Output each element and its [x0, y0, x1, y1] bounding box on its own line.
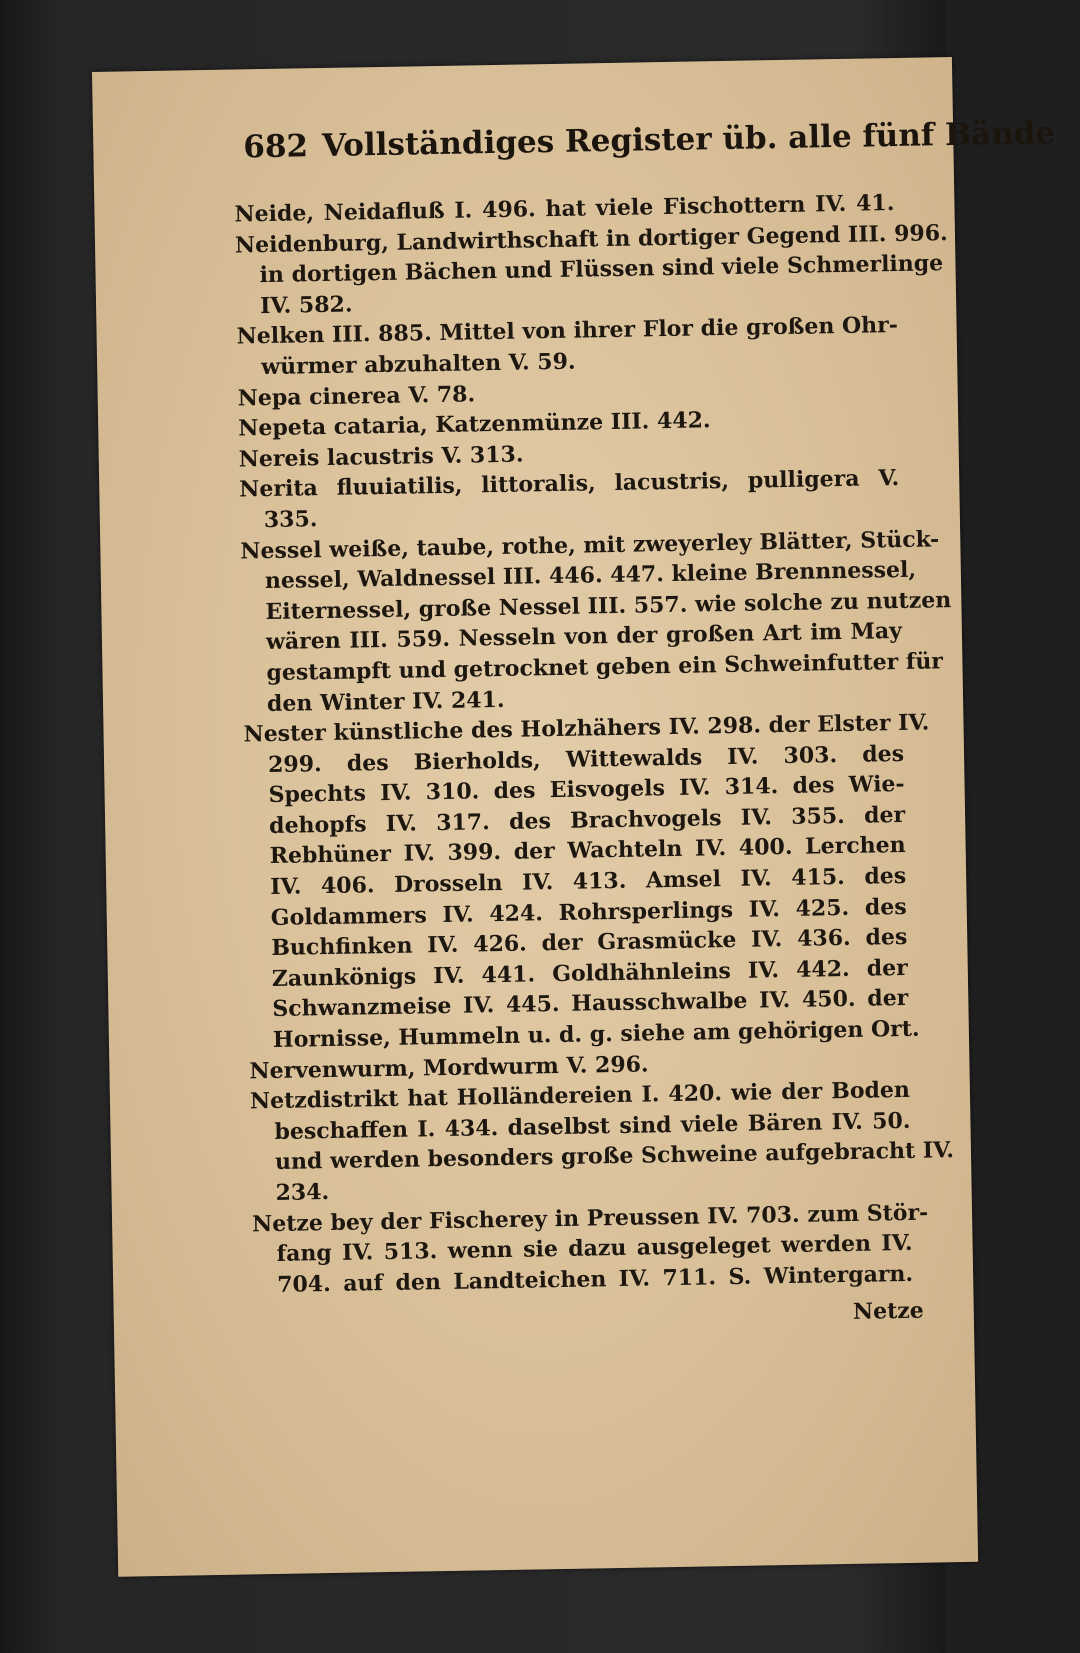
entry-line: IV. 406. Drosseln IV. 413. Amsel IV. 415. des: [270, 862, 907, 901]
entry-line: Zaunkönigs IV. 441. Goldhähnleins IV. 442. der: [271, 954, 908, 992]
entry-line: wären III. 559. Nesseln von der großen Art im May: [265, 618, 903, 656]
entry-line: nessel, Waldnessel III. 446. 447. kleine Brennnessel,: [264, 556, 917, 595]
entry-line: und werden besonders große Schweine aufgebracht IV.: [274, 1137, 955, 1176]
entry-line: Nepeta cataria, Katzenmünze III. 442.: [238, 407, 711, 442]
entry-line: Goldammers IV. 424. Rohrsperlings IV. 425. des: [270, 893, 907, 931]
entry-line: gestampft und getrocknet geben ein Schweinfutter für: [266, 648, 944, 686]
entry-line: würmer abzuhalten V. 59.: [260, 348, 576, 381]
entry-line: Nester künstliche des Holzhähers IV. 298. der Elster IV.: [243, 709, 930, 748]
entry-line: Nessel weiße, taube, rothe, mit zweyerley Blätter, Stück-: [240, 525, 940, 565]
entry-line: 335.: [263, 506, 318, 534]
entry-line: Rebhüner IV. 399. der Wachteln IV. 400. Lerchen: [269, 832, 906, 870]
entry-line: dehopfs IV. 317. des Brachvogels IV. 355. der: [268, 801, 906, 839]
entry-line: Nereis lacustris V. 313.: [238, 441, 524, 473]
page-header: [243, 115, 1056, 166]
entry-line: 234.: [275, 1179, 330, 1206]
page-number: 682: [243, 128, 309, 166]
entry-line: Nelken III. 885. Mittel von ihrer Flor die großen Ohr-: [236, 312, 899, 350]
entry-line: 704. auf den Landteichen IV. 711. S. Wintergarn.: [276, 1260, 914, 1298]
entry-line: Nepa cinerea V. 78.: [237, 380, 476, 412]
entry-line: Neide, Neidafluß I. 496. hat viele Fischottern IV. 41.: [234, 190, 895, 228]
entry-line: Eiternessel, große Nessel III. 557. wie solche zu nutzen: [265, 586, 952, 625]
entry-line: IV. 582.: [259, 291, 353, 319]
entry-line: Spechts IV. 310. des Eisvogels IV. 314. des Wie-: [268, 771, 905, 809]
entry-line: Netzdistrikt hat Holländereien I. 420. wie der Boden: [249, 1077, 911, 1115]
running-title: Vollständiges Register üb. alle fünf Bände: [321, 115, 1056, 164]
entry-line: in dortigen Bächen und Flüssen sind viele Schmerlinge: [259, 250, 944, 289]
entry-line: Schwanzmeise IV. 445. Hausschwalbe IV. 450. der: [272, 985, 909, 1023]
entry-line: Nervenwurm, Mordwurm V. 296.: [249, 1051, 649, 1085]
entry-line: den Winter IV. 241.: [266, 686, 505, 717]
entry-line: 299. des Bierholds, Wittewalds IV. 303. des: [267, 740, 905, 778]
entry-line: fang IV. 513. wenn sie dazu ausgeleget werden IV.: [276, 1230, 913, 1268]
entry-line: Netze bey der Fischerey in Preussen IV. 703. zum Stör-: [251, 1199, 929, 1237]
entry-line: Hornisse, Hummeln u. d. g. siehe am gehörigen Ort.: [272, 1015, 920, 1054]
entry-line: Nerita fluuiatilis, littoralis, lacustris, pulligera V.: [239, 465, 900, 503]
register-text: [234, 188, 955, 1301]
book-page: [92, 57, 1056, 1577]
entry-line: Neidenburg, Landwirthschaft in dortiger Gegend III. 996.: [234, 219, 948, 259]
entry-line: beschaffen I. 434. daselbst sind viele Bären IV. 50.: [274, 1107, 911, 1145]
catchword: Netze: [852, 1297, 924, 1325]
entry-line: Buchfinken IV. 426. der Grasmücke IV. 436. des: [271, 924, 908, 962]
